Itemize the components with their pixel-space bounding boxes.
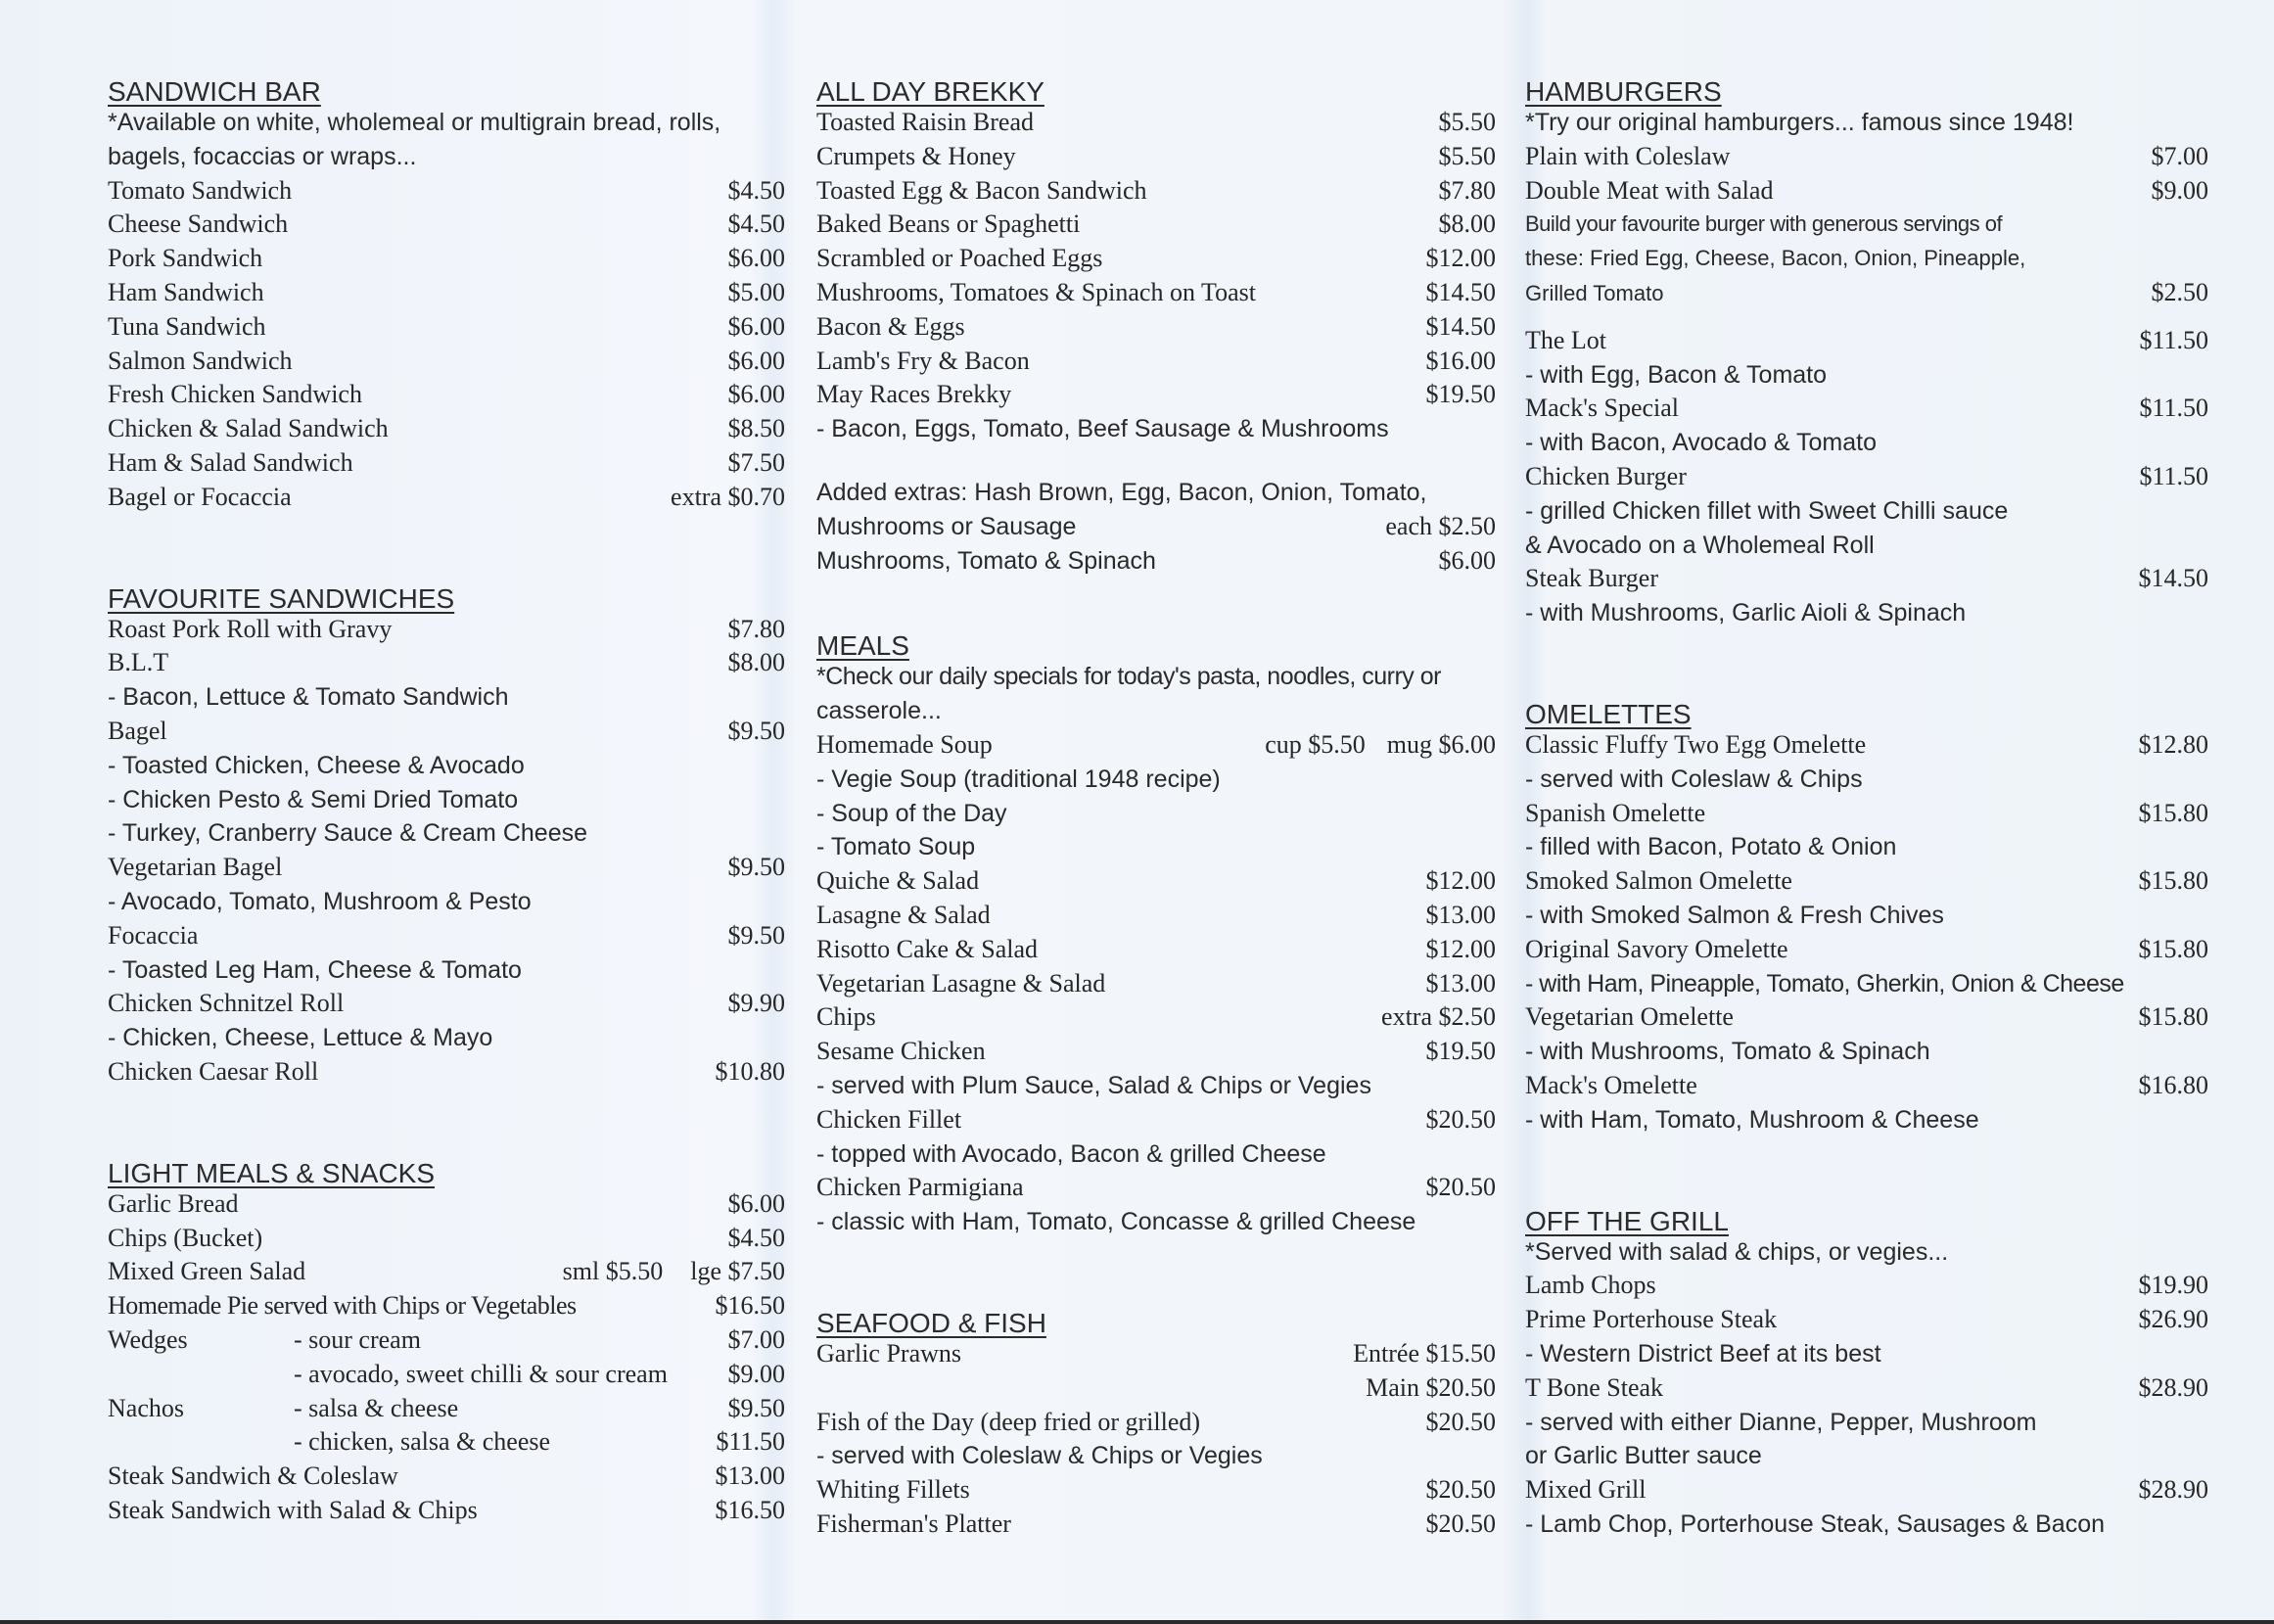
item-price: $9.50 — [727, 853, 785, 882]
item-price: $28.90 — [2138, 1475, 2208, 1505]
item-description: - with Ham, Tomato, Mushroom & Cheese — [1525, 1105, 1979, 1134]
item-price: $13.00 — [1425, 968, 1496, 998]
menu-item — [108, 919, 785, 953]
item-name: Chicken Parmigiana — [816, 1173, 1024, 1202]
section-note: bagels, focaccias or wraps... — [108, 142, 417, 170]
item-option: - chicken, salsa & cheese — [294, 1427, 551, 1457]
item-price: $6.00 — [727, 380, 785, 409]
menu-item — [108, 646, 785, 680]
item-description: - Lamb Chop, Porterhouse Steak, Sausages & Bacon — [1525, 1509, 2106, 1538]
item-name: Risotto Cake & Salad — [816, 934, 1039, 963]
section-light-meals — [108, 1152, 785, 1528]
item-price: $2.50 — [2151, 277, 2208, 306]
menu-item — [816, 310, 1496, 345]
menu-item — [108, 174, 785, 209]
item-name: Nachos — [108, 1393, 184, 1422]
menu-item — [816, 208, 1496, 242]
item-name: Garlic Prawns — [816, 1338, 962, 1368]
item-option: - sour cream — [294, 1324, 421, 1354]
item-price-cup: cup $5.50 — [1265, 729, 1366, 759]
menu-item — [816, 345, 1496, 379]
item-price: $15.80 — [2138, 1002, 2208, 1032]
menu-column-left — [108, 70, 785, 1591]
item-description: - Soup of the Day — [816, 799, 1007, 827]
menu-item — [1525, 562, 2208, 596]
extras-note: Mushrooms or Sausage — [816, 512, 1077, 540]
item-price-small: sml $5.50 — [562, 1257, 664, 1286]
menu-item — [816, 1371, 1496, 1406]
item-name: B.L.T — [108, 648, 169, 677]
section-meals — [816, 625, 1496, 1239]
section-off-the-grill — [1525, 1200, 2208, 1542]
item-name: Homemade Soup — [816, 729, 993, 759]
item-description: - served with Coleslaw & Chips — [1525, 765, 1863, 793]
item-price: $5.50 — [1438, 108, 1496, 136]
section-title: SEAFOOD & FISH — [816, 1307, 1046, 1338]
item-price: extra $0.70 — [671, 482, 785, 511]
item-description: - Toasted Leg Ham, Cheese & Tomato — [108, 955, 522, 984]
item-name: Ham & Salad Sandwich — [108, 447, 353, 477]
item-price: $4.50 — [727, 209, 785, 239]
menu-item — [816, 1406, 1496, 1440]
item-description: & Avocado on a Wholemeal Roll — [1525, 531, 1875, 559]
scan-edge — [0, 1620, 2274, 1624]
menu-item — [816, 1337, 1496, 1371]
item-price: $20.50 — [1425, 1407, 1496, 1436]
item-price: $16.80 — [2138, 1070, 2208, 1099]
item-price-large: lge $7.50 — [690, 1257, 785, 1286]
item-name: The Lot — [1525, 325, 1607, 354]
menu-item — [108, 412, 785, 446]
item-price: $11.50 — [2139, 461, 2208, 490]
item-price: $12.80 — [2138, 729, 2208, 759]
item-name: May Races Brekky — [816, 380, 1012, 409]
item-price: $10.80 — [715, 1056, 785, 1086]
menu-item — [1525, 392, 2208, 426]
menu-item — [108, 1289, 785, 1323]
item-price: $20.50 — [1425, 1173, 1496, 1202]
item-price: $26.90 — [2138, 1305, 2208, 1334]
item-price: $14.50 — [2138, 564, 2208, 593]
item-price: $7.00 — [727, 1324, 785, 1354]
section-title: OFF THE GRILL — [1525, 1205, 1729, 1236]
menu-item — [108, 1255, 785, 1289]
item-price: $7.80 — [727, 614, 785, 643]
item-price: $16.50 — [715, 1291, 785, 1321]
item-name: Toasted Raisin Bread — [816, 108, 1035, 136]
item-name: Sesame Chicken — [816, 1037, 986, 1066]
item-price: $16.00 — [1425, 346, 1496, 375]
menu-item — [108, 1425, 785, 1460]
item-price: $7.00 — [2151, 141, 2208, 170]
item-name: Mixed Grill — [1525, 1475, 1647, 1505]
item-name: Salmon Sandwich — [108, 346, 293, 375]
build-note: Build your favourite burger with generous servings of — [1525, 211, 2003, 237]
menu-item — [108, 1460, 785, 1494]
menu-item — [816, 1035, 1496, 1069]
item-name: Bacon & Eggs — [816, 311, 965, 341]
menu-item — [108, 345, 785, 379]
menu-item — [108, 378, 785, 412]
item-price-entree: Entrée $15.50 — [1353, 1338, 1496, 1368]
item-option: - avocado, sweet chilli & sour cream — [294, 1359, 668, 1388]
section-all-day-brekky — [816, 70, 1496, 446]
item-price: $12.00 — [1425, 866, 1496, 896]
item-description: - with Mushrooms, Garlic Aioli & Spinach — [1525, 599, 1967, 627]
item-price: $19.50 — [1425, 1037, 1496, 1066]
item-name: Original Savory Omelette — [1525, 934, 1788, 963]
item-name: Ham Sandwich — [108, 277, 264, 306]
item-description: or Garlic Butter sauce — [1525, 1442, 1762, 1470]
item-name: Garlic Bread — [108, 1188, 239, 1218]
item-price: $9.50 — [727, 920, 785, 950]
item-name: Mack's Special — [1525, 394, 1680, 423]
menu-item — [108, 1392, 785, 1426]
menu-item — [108, 851, 785, 885]
section-seafood — [816, 1302, 1496, 1542]
item-price: $15.80 — [2138, 866, 2208, 896]
item-price: $9.50 — [727, 716, 785, 745]
section-note: casserole... — [816, 697, 942, 725]
item-price: $11.50 — [2139, 325, 2208, 354]
item-name: T Bone Steak — [1525, 1372, 1664, 1402]
item-description: - grilled Chicken fillet with Sweet Chilli sauce — [1525, 496, 2009, 525]
item-price: $7.50 — [727, 447, 785, 477]
menu-item — [1525, 174, 2208, 209]
item-description: - topped with Avocado, Bacon & grilled Cheese — [816, 1139, 1326, 1168]
item-price: $9.90 — [727, 989, 785, 1018]
item-name: Bagel — [108, 716, 167, 745]
item-price-main: Main $20.50 — [1366, 1372, 1496, 1402]
item-price: $4.50 — [727, 175, 785, 205]
item-price: $16.50 — [715, 1495, 785, 1524]
item-description: - filled with Bacon, Potato & Onion — [1525, 833, 1897, 861]
menu-item — [816, 899, 1496, 933]
item-price: $20.50 — [1425, 1508, 1496, 1538]
item-name: Prime Porterhouse Steak — [1525, 1305, 1778, 1334]
item-name: Steak Sandwich with Salad & Chips — [108, 1495, 478, 1524]
item-description: - Vegie Soup (traditional 1948 recipe) — [816, 765, 1221, 793]
item-name: Spanish Omelette — [1525, 798, 1706, 827]
menu-item — [108, 208, 785, 242]
section-title: SANDWICH BAR — [108, 76, 321, 107]
menu-item — [108, 1323, 785, 1358]
item-price: $28.90 — [2138, 1372, 2208, 1402]
item-price: $19.90 — [2138, 1271, 2208, 1300]
item-name: Baked Beans or Spaghetti — [816, 209, 1081, 239]
build-note: these: Fried Egg, Cheese, Bacon, Onion, Pineapple, — [1525, 246, 2026, 271]
menu-item — [108, 715, 785, 749]
item-price: $6.00 — [727, 311, 785, 341]
menu-item — [816, 106, 1496, 140]
menu-item — [1525, 140, 2208, 174]
item-price: $6.00 — [727, 346, 785, 375]
item-price: $8.00 — [727, 648, 785, 677]
menu-item — [108, 242, 785, 276]
section-title: HAMBURGERS — [1525, 76, 1722, 107]
item-name: Vegetarian Omelette — [1525, 1002, 1734, 1032]
item-price: $8.00 — [1438, 209, 1496, 239]
item-price: $9.50 — [727, 1393, 785, 1422]
item-description: - served with Coleslaw & Chips or Vegies — [816, 1442, 1263, 1470]
extras-note: Mushrooms, Tomato & Spinach — [816, 546, 1156, 575]
item-name: Crumpets & Honey — [816, 141, 1016, 170]
menu-column-right — [1525, 70, 2208, 1604]
item-name: Toasted Egg & Bacon Sandwich — [816, 175, 1147, 205]
section-note: *Served with salad & chips, or vegies... — [1525, 1237, 1949, 1266]
section-note: *Available on white, wholemeal or multigrain bread, rolls, — [108, 109, 721, 136]
item-name: Chicken & Salad Sandwich — [108, 414, 389, 443]
item-name: Fish of the Day (deep fried or grilled) — [816, 1407, 1201, 1436]
item-name: Chicken Caesar Roll — [108, 1056, 319, 1086]
item-name: Cheese Sandwich — [108, 209, 289, 239]
item-price-mug: mug $6.00 — [1386, 729, 1496, 759]
item-description: - served with either Dianne, Pepper, Mushroom — [1525, 1408, 2037, 1436]
item-price: each $2.50 — [1385, 511, 1496, 540]
menu-item — [108, 481, 785, 515]
menu-item — [1525, 797, 2208, 831]
menu-item — [816, 967, 1496, 1001]
section-title: ALL DAY BREKKY — [816, 76, 1044, 107]
item-price: $5.50 — [1438, 141, 1496, 170]
item-name: Pork Sandwich — [108, 244, 263, 273]
build-note: Grilled Tomato — [1525, 280, 1664, 305]
menu-item — [1525, 864, 2208, 899]
item-description: - Toasted Chicken, Cheese & Avocado — [108, 751, 525, 779]
item-name: Lamb's Fry & Bacon — [816, 346, 1030, 375]
item-name: Chips — [816, 1002, 876, 1032]
item-name: Scrambled or Poached Eggs — [816, 244, 1103, 273]
menu-item — [108, 1494, 785, 1528]
item-name: Lamb Chops — [1525, 1271, 1656, 1300]
item-price: $7.80 — [1438, 175, 1496, 205]
item-name: Tomato Sandwich — [108, 175, 293, 205]
menu-item — [1525, 324, 2208, 358]
item-description: - Bacon, Lettuce & Tomato Sandwich — [108, 683, 509, 712]
item-description: - with Mushrooms, Tomato & Spinach — [1525, 1038, 1930, 1066]
menu-item — [108, 276, 785, 310]
item-description: - classic with Ham, Tomato, Concasse & grilled Cheese — [816, 1208, 1416, 1236]
item-price: $6.00 — [1438, 545, 1496, 575]
menu-item — [816, 728, 1496, 763]
menu-item — [1525, 1473, 2208, 1508]
menu-item — [816, 1171, 1496, 1205]
menu-item — [108, 613, 785, 647]
section-hamburgers — [1525, 70, 2208, 630]
item-price: $13.00 — [1425, 900, 1496, 929]
menu-item — [108, 1055, 785, 1090]
section-omelettes — [1525, 693, 2208, 1137]
item-description: - Tomato Soup — [816, 833, 976, 861]
item-name: Chicken Burger — [1525, 461, 1687, 490]
item-price: $8.50 — [727, 414, 785, 443]
menu-item — [816, 1473, 1496, 1508]
menu-item — [108, 1222, 785, 1256]
item-price: $11.50 — [2139, 394, 2208, 423]
item-price: $4.50 — [727, 1223, 785, 1252]
item-name: Steak Burger — [1525, 564, 1658, 593]
item-price: $14.50 — [1425, 277, 1496, 306]
menu-item — [108, 446, 785, 481]
section-sandwich-bar — [108, 70, 785, 515]
section-added-extras — [816, 476, 1496, 578]
item-name: Steak Sandwich & Coleslaw — [108, 1462, 398, 1491]
item-name: Classic Fluffy Two Egg Omelette — [1525, 729, 1867, 759]
menu-item — [108, 310, 785, 345]
menu-item — [816, 1508, 1496, 1542]
item-price: $11.50 — [716, 1427, 785, 1457]
item-price: $13.00 — [715, 1462, 785, 1491]
item-name: Focaccia — [108, 920, 199, 950]
item-description: - served with Plum Sauce, Salad & Chips or Vegies — [816, 1071, 1371, 1099]
item-price: $12.00 — [1425, 244, 1496, 273]
item-price: $20.50 — [1425, 1104, 1496, 1134]
item-name: Chicken Schnitzel Roll — [108, 989, 345, 1018]
menu-item — [1525, 1069, 2208, 1103]
item-price: $15.80 — [2138, 934, 2208, 963]
menu-item — [816, 1000, 1496, 1035]
item-description: - Western District Beef at its best — [1525, 1339, 1881, 1368]
section-note: *Check our daily specials for today's pasta, noodles, curry or — [816, 663, 1441, 691]
item-name: Wedges — [108, 1324, 188, 1354]
item-price: $9.00 — [2151, 175, 2208, 205]
menu-item — [816, 140, 1496, 174]
item-description: - with Egg, Bacon & Tomato — [1525, 360, 1828, 389]
section-title: FAVOURITE SANDWICHES — [108, 582, 455, 614]
menu-item — [816, 174, 1496, 209]
item-name: Fisherman's Platter — [816, 1508, 1011, 1538]
item-name: Smoked Salmon Omelette — [1525, 866, 1792, 896]
item-price: $5.00 — [727, 277, 785, 306]
section-note: *Try our original hamburgers... famous since 1948! — [1525, 109, 2074, 136]
item-name: Homemade Pie served with Chips or Vegetables — [108, 1291, 577, 1321]
menu-item — [108, 1187, 785, 1222]
menu-item — [816, 1103, 1496, 1137]
menu-column-middle — [816, 70, 1496, 1604]
menu-item — [816, 933, 1496, 967]
menu-item — [1525, 728, 2208, 763]
item-name: Tuna Sandwich — [108, 311, 266, 341]
item-description: - Chicken, Cheese, Lettuce & Mayo — [108, 1024, 493, 1052]
item-description: - with Smoked Salmon & Fresh Chives — [1525, 901, 1944, 929]
item-name: Quiche & Salad — [816, 866, 980, 896]
item-name: Chicken Fillet — [816, 1104, 962, 1134]
menu-item — [1525, 460, 2208, 494]
item-name: Lasagne & Salad — [816, 900, 991, 929]
item-price: $9.00 — [727, 1359, 785, 1388]
item-price: $15.80 — [2138, 798, 2208, 827]
menu-item — [1525, 1371, 2208, 1406]
menu-item — [816, 864, 1496, 899]
item-price: $6.00 — [727, 1188, 785, 1218]
item-price: extra $2.50 — [1381, 1002, 1496, 1032]
item-price: $19.50 — [1425, 380, 1496, 409]
item-description: - Bacon, Eggs, Tomato, Beef Sausage & Mushrooms — [816, 415, 1389, 443]
menu-item — [1525, 933, 2208, 967]
item-description: - Chicken Pesto & Semi Dried Tomato — [108, 785, 519, 813]
section-title: LIGHT MEALS & SNACKS — [108, 1157, 436, 1188]
item-name: Bagel or Focaccia — [108, 482, 292, 511]
menu-item — [816, 276, 1496, 310]
item-name: Double Meat with Salad — [1525, 175, 1774, 205]
item-description: - with Bacon, Avocado & Tomato — [1525, 429, 1878, 457]
menu-item — [108, 987, 785, 1021]
item-price: $12.00 — [1425, 934, 1496, 963]
item-name: Fresh Chicken Sandwich — [108, 380, 362, 409]
item-name: Mushrooms, Tomatoes & Spinach on Toast — [816, 277, 1256, 306]
item-description: - with Ham, Pineapple, Tomato, Gherkin, Onion & Cheese — [1525, 969, 2124, 998]
menu-item — [1525, 1303, 2208, 1337]
item-name: Mack's Omelette — [1525, 1070, 1697, 1099]
item-name: Whiting Fillets — [816, 1475, 970, 1505]
menu-item — [816, 378, 1496, 412]
menu-item — [108, 1358, 785, 1392]
item-description: - Turkey, Cranberry Sauce & Cream Cheese — [108, 819, 588, 848]
item-name: Vegetarian Lasagne & Salad — [816, 968, 1106, 998]
item-price: $14.50 — [1425, 311, 1496, 341]
item-name: Roast Pork Roll with Gravy — [108, 614, 393, 643]
item-name: Vegetarian Bagel — [108, 853, 283, 882]
menu-item — [816, 242, 1496, 276]
section-favourite-sandwiches — [108, 578, 785, 1090]
item-price: $6.00 — [727, 244, 785, 273]
item-description: - Avocado, Tomato, Mushroom & Pesto — [108, 887, 532, 915]
extras-note: Added extras: Hash Brown, Egg, Bacon, Onion, Tomato, — [816, 478, 1427, 506]
menu-item — [1525, 1000, 2208, 1035]
menu-item — [1525, 1269, 2208, 1303]
item-option: - salsa & cheese — [294, 1393, 459, 1422]
item-name: Plain with Coleslaw — [1525, 141, 1731, 170]
item-price: $20.50 — [1425, 1475, 1496, 1505]
section-title: MEALS — [816, 630, 909, 662]
item-name: Mixed Green Salad — [108, 1257, 306, 1286]
item-name: Chips (Bucket) — [108, 1223, 263, 1252]
section-title: OMELETTES — [1525, 698, 1692, 729]
